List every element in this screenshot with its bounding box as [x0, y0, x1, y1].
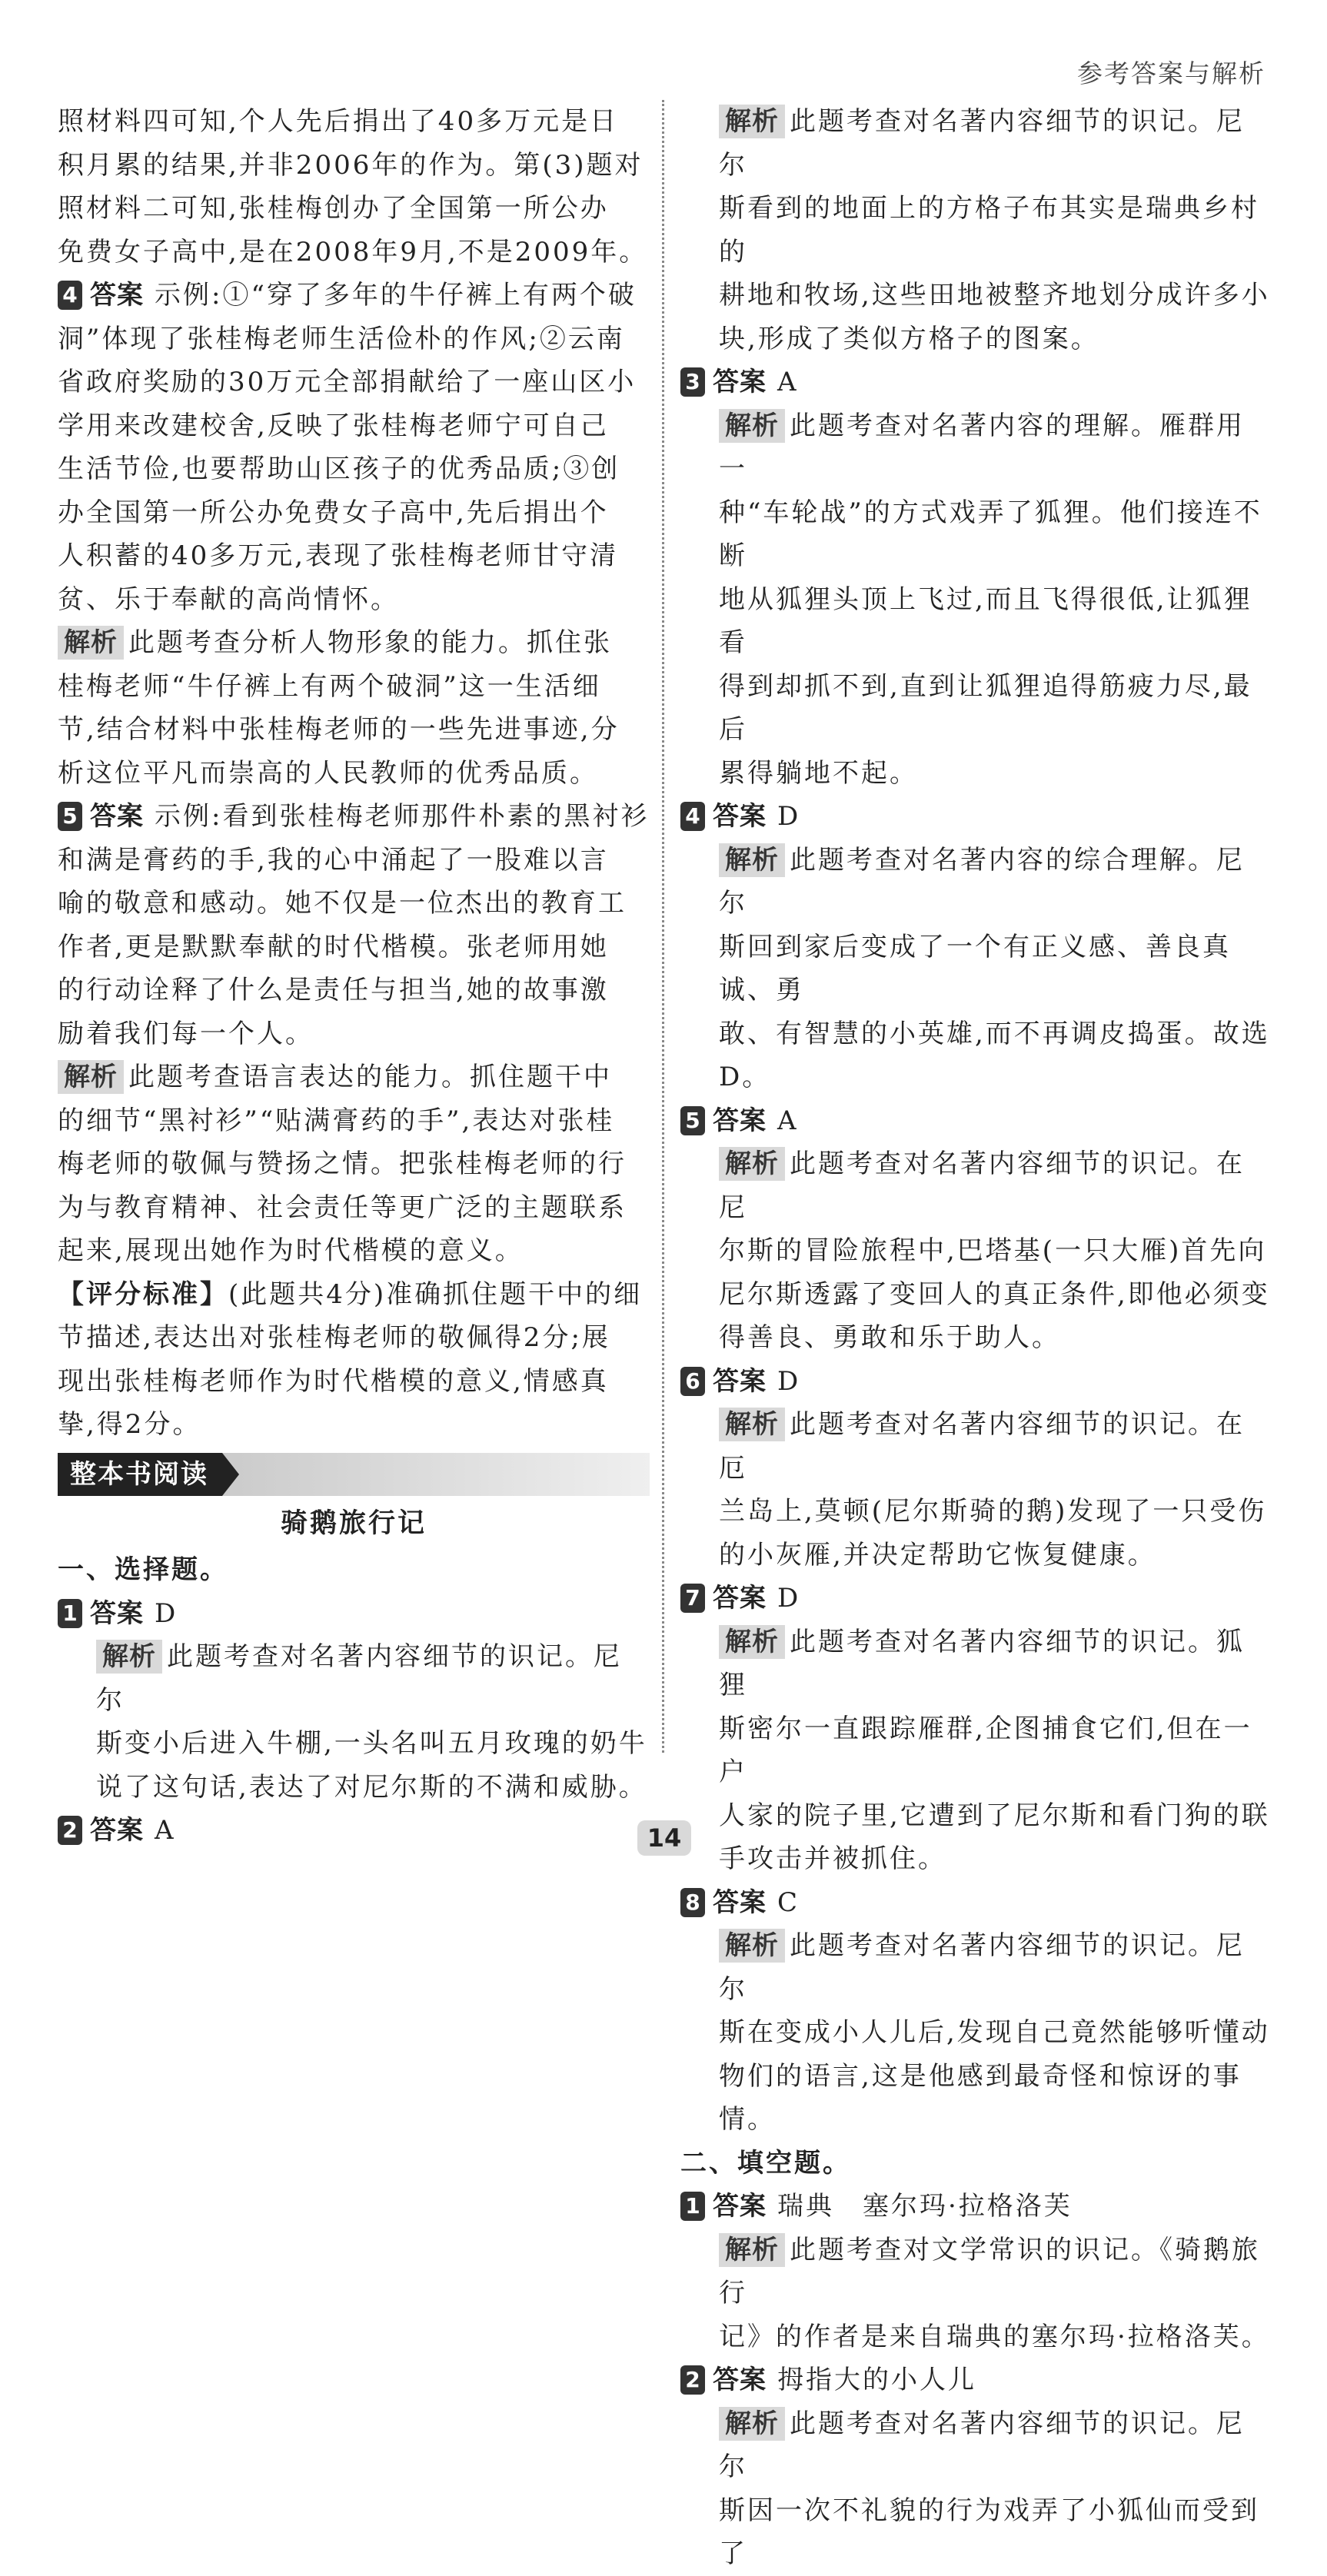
text-line: 省政府奖励的30万元全部捐献给了一座山区小 [58, 367, 637, 397]
text-line: 此题考查分析人物形象的能力。抓住张 [128, 627, 612, 658]
question-number-badge: 8 [680, 1888, 705, 1917]
section-bar [58, 1453, 650, 1496]
question-number-badge: 1 [680, 2192, 705, 2221]
text-line: 的小灰雁,并决定帮助它恢复健康。 [719, 1539, 1156, 1571]
book-question-2-answer [58, 1809, 650, 1853]
section-label: 整本书阅读 [58, 1453, 222, 1496]
analysis-tag: 解析 [58, 626, 124, 660]
book-question-4 [680, 795, 1272, 1099]
answer-label: 答案 [713, 1886, 767, 1918]
answer-label: 答案 [713, 1105, 767, 1136]
analysis-tag: 解析 [719, 843, 785, 877]
text-line: 励着我们每一个人。 [58, 1018, 314, 1049]
text-line: 生活节俭,也要帮助山区孩子的优秀品质;③创 [58, 454, 620, 484]
text-line: 人家的院子里,它遭到了尼尔斯和看门狗的联 [719, 1800, 1270, 1831]
answer-label: 答案 [713, 1365, 767, 1397]
text-line: 此题考查对名著内容细节的识记。尼尔 [719, 106, 1245, 181]
text-line: 照材料二可知,张桂梅创办了全国第一所公办 [58, 193, 609, 224]
question-number-badge: 5 [680, 1106, 705, 1135]
text-line: 和满是膏药的手,我的心中涌起了一股难以言 [58, 844, 609, 876]
running-header: 参考答案与解析 [1077, 58, 1265, 88]
text-line: 节描述,表达出对张桂梅老师的敬佩得2分;展 [58, 1322, 610, 1353]
analysis-first-line [680, 1620, 1272, 1707]
text-line: 学用来改建校舍,反映了张桂梅老师宁可自己 [58, 410, 609, 441]
text-line: 得善良、勇敢和乐于助人。 [719, 1322, 1060, 1353]
text-line: 块,形成了类似方格子的图案。 [719, 323, 1099, 354]
book-title: 骑鹅旅行记 [280, 1507, 427, 1539]
question-number-badge: 1 [58, 1599, 82, 1628]
text-line: 照材料四可知,个人先后捐出了40多万元是日 [58, 106, 619, 137]
text-line: 示例:①“穿了多年的牛仔裤上有两个破 [155, 280, 637, 311]
text-line: 耕地和牧场,这些田地被整齐地划分成许多小 [719, 280, 1270, 311]
book-question-5 [680, 1099, 1272, 1360]
text-line: 现出张桂梅老师作为时代楷模的意义,情感真 [58, 1365, 609, 1397]
analysis-first-line [680, 2229, 1272, 2315]
text-line: 斯回到家后变成了一个有正义感、善良真诚、勇 [719, 931, 1231, 1005]
answer-line [680, 1577, 1272, 1620]
answer-value: D [777, 1583, 801, 1614]
text-line: (此题共4分)准确抓住题干中的细 [228, 1278, 643, 1310]
analysis-tag: 解析 [719, 409, 785, 443]
text-line: 敢、有智慧的小英雄,而不再调皮捣蛋。故选D。 [719, 1018, 1270, 1092]
text-line: 记》的作者是来自瑞典的塞尔玛·拉格洛芙。 [719, 2321, 1270, 2352]
analysis-first-line [680, 1403, 1272, 1490]
text-line: 此题考查对名著内容的理解。雁群用一 [719, 410, 1245, 484]
text-line: 物们的语言,这是他感到最奇怪和惊讶的事情。 [719, 2060, 1242, 2135]
text-line: 梅老师的敬佩与赞扬之情。把张桂梅老师的行 [58, 1148, 627, 1179]
analysis-tag: 解析 [719, 105, 785, 138]
answer-label: 答案 [713, 367, 767, 397]
part-heading: 一、选择题。 [58, 1554, 228, 1585]
text-line: 挚,得2分。 [58, 1409, 201, 1440]
answer-line [58, 274, 650, 317]
question-number-badge: 2 [680, 2365, 705, 2395]
answer-value: D [777, 801, 801, 832]
text-line: 为与教育精神、社会责任等更广泛的主题联系 [58, 1192, 627, 1223]
text-line: 此题考查对名著内容细节的识记。狐狸 [719, 1626, 1245, 1700]
answer-line [680, 1099, 1272, 1143]
text-line: 地从狐狸头顶上飞过,而且飞得很低,让狐狸看 [719, 583, 1252, 658]
text-line: 得到却抓不到,直到让狐狸追得筋疲力尽,最后 [719, 670, 1252, 745]
question-number-badge: 5 [58, 802, 82, 831]
text-line: 尼尔斯透露了变回人的真正条件,即他必须变 [719, 1278, 1270, 1310]
page-number: 14 [637, 1820, 691, 1856]
text-line: 种“车轮战”的方式戏弄了狐狸。他们接连不断 [719, 497, 1262, 571]
answer-line [680, 2358, 1272, 2402]
text-line: 此题考查对名著内容细节的识记。在厄 [719, 1409, 1245, 1484]
text-line: 人积蓄的40多万元,表现了张桂梅老师甘守清 [58, 540, 619, 571]
analysis-tag: 解析 [96, 1640, 162, 1674]
answer-label: 答案 [713, 2191, 767, 2222]
answer-value: A [777, 367, 799, 397]
question-number-badge: 7 [680, 1584, 705, 1613]
text-line: 斯密尔一直跟踪雁群,企图捕食它们,但在一户 [719, 1713, 1252, 1787]
text-line: 尔斯的冒险旅程中,巴塔基(一只大雁)首先向 [719, 1235, 1267, 1266]
text-line: 免费女子高中,是在2008年9月,不是2009年。 [58, 236, 648, 268]
answer-line [58, 795, 650, 839]
answer-value: D [155, 1597, 178, 1629]
text-line: 此题考查语言表达的能力。抓住题干中 [128, 1062, 612, 1092]
intro-paragraph [58, 100, 650, 274]
answer-label: 答案 [90, 1597, 144, 1629]
scoring-title: 【评分标准】 [58, 1278, 228, 1310]
answer-value: 瑞典 塞尔玛·拉格洛芙 [777, 2191, 1073, 2222]
column-divider [662, 100, 664, 1753]
text-line: 斯看到的地面上的方格子布其实是瑞典乡村的 [719, 193, 1259, 268]
text-line: 此题考查对名著内容细节的识记。尼尔 [719, 2408, 1245, 2482]
analysis-first-line [680, 839, 1272, 926]
question-4 [58, 274, 650, 795]
analysis-tag: 解析 [719, 2407, 785, 2441]
text-line: 示例:看到张桂梅老师那件朴素的黑衬衫 [155, 801, 650, 832]
text-line: 此题考查对名著内容的综合理解。尼尔 [719, 844, 1245, 919]
left-column [58, 100, 650, 1853]
answer-line [680, 795, 1272, 839]
text-line: 此题考查对名著内容细节的识记。在尼 [719, 1148, 1245, 1223]
book-question-7 [680, 1577, 1272, 1881]
answer-value: D [777, 1365, 801, 1397]
text-line: 喻的敬意和感动。她不仅是一位杰出的教育工 [58, 888, 627, 919]
answer-line [58, 1592, 650, 1636]
text-line: 节,结合材料中张桂梅老师的一些先进事迹,分 [58, 714, 620, 745]
answer-line [680, 1360, 1272, 1404]
text-line: 累得躺地不起。 [719, 757, 918, 789]
text-line: 的行动诠释了什么是责任与担当,她的故事激 [58, 975, 609, 1005]
fill-question-1 [680, 2185, 1272, 2358]
text-line: 斯因一次不礼貌的行为戏弄了小狐仙而受到了 [719, 2495, 1259, 2569]
text-line: 手攻击并被抓住。 [719, 1843, 946, 1874]
text-line: 的细节“黑衬衫”“贴满膏药的手”,表达对张桂 [58, 1105, 615, 1136]
text-line: 作者,更是默默奉献的时代楷模。张老师用她 [58, 931, 609, 962]
scoring-first-line [58, 1273, 650, 1317]
answer-value: 拇指大的小人儿 [777, 2365, 976, 2395]
text-line: 兰岛上,莫顿(尼尔斯骑的鹅)发现了一只受伤 [719, 1496, 1267, 1527]
book-question-2-analysis [680, 100, 1272, 361]
text-line: 此题考查对名著内容细节的识记。尼尔 [719, 1930, 1245, 2005]
question-number-badge: 6 [680, 1367, 705, 1396]
text-line: 洞”体现了张桂梅老师生活俭朴的作风;②云南 [58, 323, 625, 354]
analysis-tag: 解析 [719, 1929, 785, 1963]
answer-line [680, 1881, 1272, 1925]
answer-label: 答案 [90, 801, 144, 832]
analysis-first-line [680, 404, 1272, 491]
answer-line [680, 2185, 1272, 2229]
text-line: 斯变小后进入牛棚,一头名叫五月玫瑰的奶牛 [96, 1728, 647, 1759]
book-question-6 [680, 1360, 1272, 1577]
book-question-1 [58, 1592, 650, 1810]
answer-label: 答案 [713, 801, 767, 832]
analysis-first-line [58, 621, 650, 665]
text-line: 贫、乐于奉献的高尚情怀。 [58, 583, 399, 615]
book-question-8 [680, 1881, 1272, 2142]
question-number-badge: 3 [680, 367, 705, 397]
answer-value: C [777, 1886, 800, 1918]
text-line: 积月累的结果,并非2006年的作为。第(3)题对 [58, 149, 644, 181]
text-line: 桂梅老师“牛仔裤上有两个破洞”这一生活细 [58, 670, 601, 702]
part-heading: 二、填空题。 [680, 2147, 851, 2179]
analysis-first-line [680, 100, 1272, 187]
answer-value: A [155, 1815, 176, 1846]
answer-label: 答案 [713, 2365, 767, 2395]
answer-label: 答案 [90, 280, 144, 311]
question-number-badge: 2 [58, 1816, 82, 1845]
analysis-tag: 解析 [719, 1408, 785, 1441]
answer-label: 答案 [713, 1583, 767, 1614]
text-line: 此题考查对文学常识的识记。《骑鹅旅行 [719, 2234, 1260, 2308]
analysis-first-line [680, 1924, 1272, 2011]
text-line: 办全国第一所公办免费女子高中,先后捐出个 [58, 497, 609, 528]
analysis-first-line [58, 1055, 650, 1099]
analysis-first-line [680, 1142, 1272, 1229]
analysis-tag: 解析 [719, 1625, 785, 1659]
analysis-tag: 解析 [719, 2233, 785, 2267]
right-column [680, 100, 1272, 2576]
analysis-first-line [58, 1635, 650, 1722]
answer-value: A [777, 1105, 799, 1136]
question-number-badge: 4 [680, 802, 705, 831]
answer-line [680, 361, 1272, 404]
analysis-tag: 解析 [719, 1147, 785, 1181]
book-question-3 [680, 361, 1272, 795]
text-line: 斯在变成小人儿后,发现自己竟然能够听懂动 [719, 2017, 1270, 2048]
question-5 [58, 795, 650, 1447]
text-line: 析这位平凡而崇高的人民教师的优秀品质。 [58, 757, 598, 789]
fill-question-2 [680, 2358, 1272, 2576]
analysis-tag: 解析 [58, 1060, 124, 1094]
analysis-first-line [680, 2402, 1272, 2489]
text-line: 说了这句话,表达了对尼尔斯的不满和威胁。 [96, 1771, 647, 1803]
text-line: 此题考查对名著内容细节的识记。尼尔 [96, 1641, 622, 1716]
text-line: 起来,展现出她作为时代楷模的意义。 [58, 1235, 524, 1266]
answer-label: 答案 [90, 1815, 144, 1846]
question-number-badge: 4 [58, 281, 82, 310]
